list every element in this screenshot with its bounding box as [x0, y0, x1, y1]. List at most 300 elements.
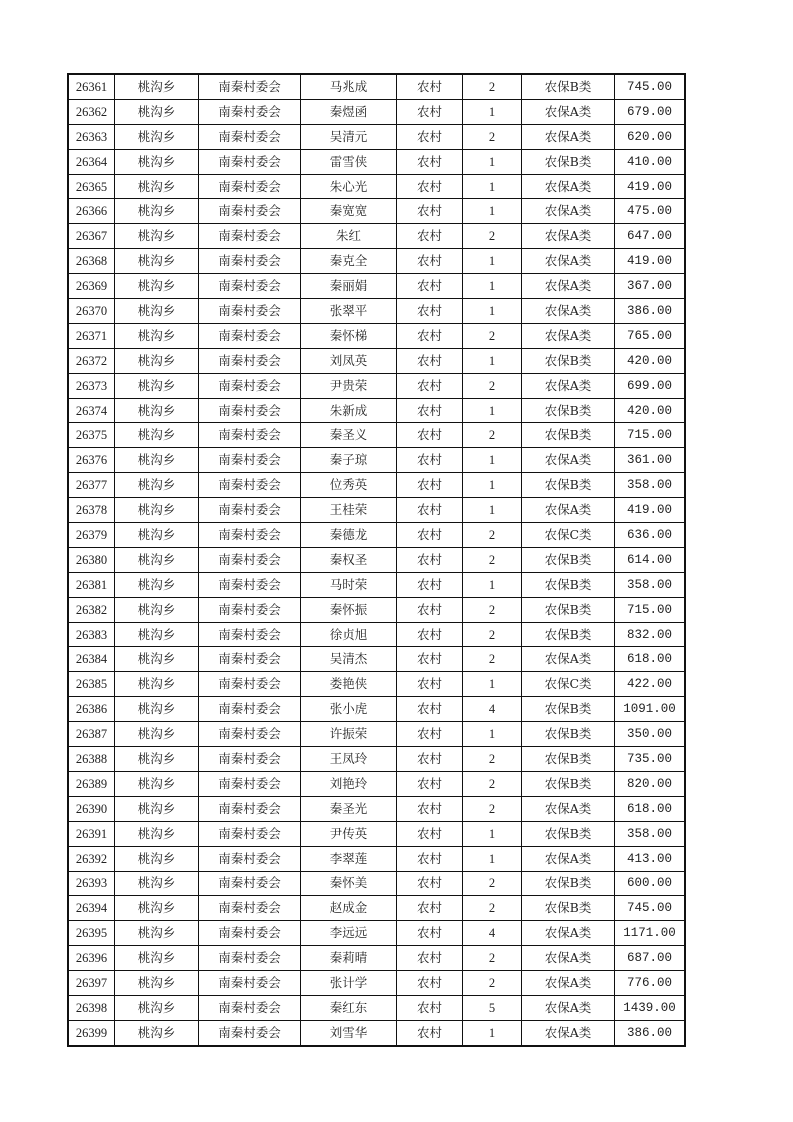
amount-cell: 358.00 — [615, 821, 686, 846]
town-cell: 桃沟乡 — [115, 124, 199, 149]
insurance-category-cell: 农保A类 — [522, 124, 615, 149]
household-type-cell: 农村 — [397, 796, 463, 821]
village-committee-cell: 南秦村委会 — [199, 348, 301, 373]
record-id-cell: 26389 — [68, 771, 115, 796]
member-count-cell: 1 — [463, 398, 522, 423]
record-id-cell: 26370 — [68, 299, 115, 324]
town-cell: 桃沟乡 — [115, 74, 199, 99]
insurance-category-cell: 农保A类 — [522, 323, 615, 348]
person-name-cell: 李翠莲 — [301, 846, 397, 871]
insurance-category-cell: 农保A类 — [522, 249, 615, 274]
town-cell: 桃沟乡 — [115, 722, 199, 747]
table-row — [68, 398, 685, 423]
amount-cell: 735.00 — [615, 747, 686, 772]
member-count-cell: 2 — [463, 74, 522, 99]
member-count-cell: 1 — [463, 722, 522, 747]
insurance-category-cell: 农保B类 — [522, 547, 615, 572]
amount-cell: 422.00 — [615, 672, 686, 697]
member-count-cell: 2 — [463, 423, 522, 448]
town-cell: 桃沟乡 — [115, 771, 199, 796]
village-committee-cell: 南秦村委会 — [199, 921, 301, 946]
record-id-cell: 26396 — [68, 946, 115, 971]
person-name-cell: 雷雪侠 — [301, 149, 397, 174]
person-name-cell: 秦宽宽 — [301, 199, 397, 224]
record-id-cell: 26392 — [68, 846, 115, 871]
member-count-cell: 2 — [463, 547, 522, 572]
person-name-cell: 秦德龙 — [301, 523, 397, 548]
insurance-category-cell: 农保A类 — [522, 921, 615, 946]
amount-cell: 776.00 — [615, 971, 686, 996]
household-type-cell: 农村 — [397, 597, 463, 622]
person-name-cell: 位秀英 — [301, 473, 397, 498]
village-committee-cell: 南秦村委会 — [199, 149, 301, 174]
person-name-cell: 朱新成 — [301, 398, 397, 423]
table-row — [68, 74, 685, 99]
table-row — [68, 647, 685, 672]
household-type-cell: 农村 — [397, 971, 463, 996]
insurance-category-cell: 农保A类 — [522, 199, 615, 224]
town-cell: 桃沟乡 — [115, 971, 199, 996]
table-row — [68, 597, 685, 622]
person-name-cell: 秦子琼 — [301, 448, 397, 473]
record-id-cell: 26367 — [68, 224, 115, 249]
record-id-cell: 26390 — [68, 796, 115, 821]
town-cell: 桃沟乡 — [115, 921, 199, 946]
insurance-category-cell: 农保B类 — [522, 821, 615, 846]
amount-cell: 410.00 — [615, 149, 686, 174]
insurance-category-cell: 农保B类 — [522, 722, 615, 747]
table-row — [68, 747, 685, 772]
town-cell: 桃沟乡 — [115, 373, 199, 398]
member-count-cell: 1 — [463, 274, 522, 299]
person-name-cell: 刘雪华 — [301, 1020, 397, 1045]
town-cell: 桃沟乡 — [115, 846, 199, 871]
table-row — [68, 1020, 685, 1045]
town-cell: 桃沟乡 — [115, 423, 199, 448]
member-count-cell: 2 — [463, 124, 522, 149]
village-committee-cell: 南秦村委会 — [199, 498, 301, 523]
record-id-cell: 26397 — [68, 971, 115, 996]
town-cell: 桃沟乡 — [115, 871, 199, 896]
insurance-category-cell: 农保A类 — [522, 995, 615, 1020]
member-count-cell: 2 — [463, 323, 522, 348]
member-count-cell: 1 — [463, 498, 522, 523]
person-name-cell: 王凤玲 — [301, 747, 397, 772]
insurance-category-cell: 农保A类 — [522, 946, 615, 971]
record-id-cell: 26398 — [68, 995, 115, 1020]
village-committee-cell: 南秦村委会 — [199, 647, 301, 672]
household-type-cell: 农村 — [397, 174, 463, 199]
table-row — [68, 821, 685, 846]
household-type-cell: 农村 — [397, 199, 463, 224]
insurance-category-cell: 农保A类 — [522, 224, 615, 249]
table-row — [68, 249, 685, 274]
person-name-cell: 张计学 — [301, 971, 397, 996]
household-type-cell: 农村 — [397, 846, 463, 871]
record-id-cell: 26394 — [68, 896, 115, 921]
member-count-cell: 1 — [463, 174, 522, 199]
town-cell: 桃沟乡 — [115, 622, 199, 647]
household-type-cell: 农村 — [397, 224, 463, 249]
household-type-cell: 农村 — [397, 672, 463, 697]
village-committee-cell: 南秦村委会 — [199, 323, 301, 348]
village-committee-cell: 南秦村委会 — [199, 423, 301, 448]
village-committee-cell: 南秦村委会 — [199, 896, 301, 921]
person-name-cell: 刘艳玲 — [301, 771, 397, 796]
amount-cell: 745.00 — [615, 896, 686, 921]
household-type-cell: 农村 — [397, 398, 463, 423]
person-name-cell: 马时荣 — [301, 572, 397, 597]
insurance-category-cell: 农保B类 — [522, 74, 615, 99]
amount-cell: 832.00 — [615, 622, 686, 647]
member-count-cell: 2 — [463, 771, 522, 796]
amount-cell: 600.00 — [615, 871, 686, 896]
village-committee-cell: 南秦村委会 — [199, 622, 301, 647]
insurance-category-cell: 农保A类 — [522, 448, 615, 473]
insurance-category-cell: 农保A类 — [522, 647, 615, 672]
amount-cell: 1439.00 — [615, 995, 686, 1020]
household-type-cell: 农村 — [397, 498, 463, 523]
table-row — [68, 523, 685, 548]
household-type-cell: 农村 — [397, 74, 463, 99]
person-name-cell: 秦红东 — [301, 995, 397, 1020]
table-row — [68, 871, 685, 896]
person-name-cell: 秦圣义 — [301, 423, 397, 448]
town-cell: 桃沟乡 — [115, 572, 199, 597]
village-committee-cell: 南秦村委会 — [199, 846, 301, 871]
town-cell: 桃沟乡 — [115, 348, 199, 373]
member-count-cell: 2 — [463, 622, 522, 647]
amount-cell: 475.00 — [615, 199, 686, 224]
household-type-cell: 农村 — [397, 373, 463, 398]
town-cell: 桃沟乡 — [115, 796, 199, 821]
village-committee-cell: 南秦村委会 — [199, 1020, 301, 1045]
table-row — [68, 224, 685, 249]
amount-cell: 699.00 — [615, 373, 686, 398]
person-name-cell: 秦怀梯 — [301, 323, 397, 348]
record-id-cell: 26395 — [68, 921, 115, 946]
member-count-cell: 1 — [463, 448, 522, 473]
village-committee-cell: 南秦村委会 — [199, 99, 301, 124]
household-type-cell: 农村 — [397, 921, 463, 946]
village-committee-cell: 南秦村委会 — [199, 373, 301, 398]
town-cell: 桃沟乡 — [115, 149, 199, 174]
table-row — [68, 348, 685, 373]
table-row — [68, 99, 685, 124]
table-row — [68, 423, 685, 448]
member-count-cell: 4 — [463, 921, 522, 946]
amount-cell: 620.00 — [615, 124, 686, 149]
record-id-cell: 26372 — [68, 348, 115, 373]
town-cell: 桃沟乡 — [115, 547, 199, 572]
amount-cell: 386.00 — [615, 1020, 686, 1045]
person-name-cell: 尹传英 — [301, 821, 397, 846]
record-id-cell: 26385 — [68, 672, 115, 697]
person-name-cell: 张翠平 — [301, 299, 397, 324]
town-cell: 桃沟乡 — [115, 299, 199, 324]
record-id-cell: 26366 — [68, 199, 115, 224]
household-type-cell: 农村 — [397, 747, 463, 772]
town-cell: 桃沟乡 — [115, 498, 199, 523]
village-committee-cell: 南秦村委会 — [199, 697, 301, 722]
member-count-cell: 1 — [463, 672, 522, 697]
amount-cell: 386.00 — [615, 299, 686, 324]
member-count-cell: 1 — [463, 199, 522, 224]
record-id-cell: 26373 — [68, 373, 115, 398]
person-name-cell: 秦煜函 — [301, 99, 397, 124]
record-id-cell: 26377 — [68, 473, 115, 498]
member-count-cell: 1 — [463, 821, 522, 846]
amount-cell: 679.00 — [615, 99, 686, 124]
household-type-cell: 农村 — [397, 946, 463, 971]
amount-cell: 1091.00 — [615, 697, 686, 722]
village-committee-cell: 南秦村委会 — [199, 672, 301, 697]
household-type-cell: 农村 — [397, 448, 463, 473]
insurance-category-cell: 农保A类 — [522, 274, 615, 299]
table-row — [68, 622, 685, 647]
household-type-cell: 农村 — [397, 299, 463, 324]
person-name-cell: 秦圣光 — [301, 796, 397, 821]
village-committee-cell: 南秦村委会 — [199, 274, 301, 299]
household-type-cell: 农村 — [397, 323, 463, 348]
household-type-cell: 农村 — [397, 995, 463, 1020]
household-type-cell: 农村 — [397, 622, 463, 647]
table-row — [68, 572, 685, 597]
town-cell: 桃沟乡 — [115, 274, 199, 299]
town-cell: 桃沟乡 — [115, 597, 199, 622]
village-committee-cell: 南秦村委会 — [199, 448, 301, 473]
household-type-cell: 农村 — [397, 697, 463, 722]
member-count-cell: 2 — [463, 796, 522, 821]
insurance-category-cell: 农保B类 — [522, 423, 615, 448]
record-id-cell: 26365 — [68, 174, 115, 199]
town-cell: 桃沟乡 — [115, 323, 199, 348]
record-id-cell: 26399 — [68, 1020, 115, 1045]
village-committee-cell: 南秦村委会 — [199, 597, 301, 622]
person-name-cell: 秦怀美 — [301, 871, 397, 896]
record-id-cell: 26369 — [68, 274, 115, 299]
record-id-cell: 26361 — [68, 74, 115, 99]
town-cell: 桃沟乡 — [115, 697, 199, 722]
village-committee-cell: 南秦村委会 — [199, 796, 301, 821]
records-table-body — [68, 74, 685, 1046]
table-row — [68, 274, 685, 299]
amount-cell: 820.00 — [615, 771, 686, 796]
member-count-cell: 4 — [463, 697, 522, 722]
member-count-cell: 2 — [463, 224, 522, 249]
insurance-category-cell: 农保A类 — [522, 373, 615, 398]
insurance-category-cell: 农保A类 — [522, 99, 615, 124]
record-id-cell: 26393 — [68, 871, 115, 896]
record-id-cell: 26368 — [68, 249, 115, 274]
record-id-cell: 26379 — [68, 523, 115, 548]
amount-cell: 361.00 — [615, 448, 686, 473]
insurance-category-cell: 农保B类 — [522, 896, 615, 921]
town-cell: 桃沟乡 — [115, 523, 199, 548]
person-name-cell: 李远远 — [301, 921, 397, 946]
record-id-cell: 26391 — [68, 821, 115, 846]
amount-cell: 350.00 — [615, 722, 686, 747]
member-count-cell: 2 — [463, 896, 522, 921]
member-count-cell: 1 — [463, 299, 522, 324]
person-name-cell: 秦权圣 — [301, 547, 397, 572]
household-type-cell: 农村 — [397, 647, 463, 672]
amount-cell: 367.00 — [615, 274, 686, 299]
village-committee-cell: 南秦村委会 — [199, 971, 301, 996]
person-name-cell: 徐贞旭 — [301, 622, 397, 647]
member-count-cell: 2 — [463, 946, 522, 971]
insurance-category-cell: 农保B类 — [522, 771, 615, 796]
household-type-cell: 农村 — [397, 348, 463, 373]
table-row — [68, 373, 685, 398]
person-name-cell: 娄艳侠 — [301, 672, 397, 697]
insurance-category-cell: 农保B类 — [522, 149, 615, 174]
table-row — [68, 971, 685, 996]
insurance-category-cell: 农保B类 — [522, 622, 615, 647]
member-count-cell: 1 — [463, 149, 522, 174]
insurance-category-cell: 农保A类 — [522, 299, 615, 324]
table-row — [68, 323, 685, 348]
insurance-category-cell: 农保A类 — [522, 1020, 615, 1045]
person-name-cell: 朱心光 — [301, 174, 397, 199]
amount-cell: 419.00 — [615, 249, 686, 274]
town-cell: 桃沟乡 — [115, 747, 199, 772]
amount-cell: 614.00 — [615, 547, 686, 572]
village-committee-cell: 南秦村委会 — [199, 995, 301, 1020]
table-row — [68, 547, 685, 572]
insurance-category-cell: 农保B类 — [522, 572, 615, 597]
village-committee-cell: 南秦村委会 — [199, 771, 301, 796]
insurance-category-cell: 农保A类 — [522, 174, 615, 199]
amount-cell: 618.00 — [615, 647, 686, 672]
town-cell: 桃沟乡 — [115, 821, 199, 846]
record-id-cell: 26380 — [68, 547, 115, 572]
person-name-cell: 朱红 — [301, 224, 397, 249]
member-count-cell: 2 — [463, 373, 522, 398]
person-name-cell: 秦怀振 — [301, 597, 397, 622]
member-count-cell: 2 — [463, 523, 522, 548]
village-committee-cell: 南秦村委会 — [199, 174, 301, 199]
record-id-cell: 26362 — [68, 99, 115, 124]
member-count-cell: 2 — [463, 647, 522, 672]
household-type-cell: 农村 — [397, 896, 463, 921]
record-id-cell: 26363 — [68, 124, 115, 149]
table-row — [68, 448, 685, 473]
amount-cell: 358.00 — [615, 473, 686, 498]
village-committee-cell: 南秦村委会 — [199, 224, 301, 249]
insurance-category-cell: 农保C类 — [522, 523, 615, 548]
record-id-cell: 26364 — [68, 149, 115, 174]
table-row — [68, 921, 685, 946]
amount-cell: 715.00 — [615, 423, 686, 448]
record-id-cell: 26375 — [68, 423, 115, 448]
member-count-cell: 1 — [463, 572, 522, 597]
household-type-cell: 农村 — [397, 473, 463, 498]
table-row — [68, 946, 685, 971]
town-cell: 桃沟乡 — [115, 473, 199, 498]
person-name-cell: 秦莉晴 — [301, 946, 397, 971]
household-type-cell: 农村 — [397, 274, 463, 299]
village-committee-cell: 南秦村委会 — [199, 547, 301, 572]
household-type-cell: 农村 — [397, 572, 463, 597]
table-row — [68, 174, 685, 199]
household-type-cell: 农村 — [397, 821, 463, 846]
member-count-cell: 1 — [463, 348, 522, 373]
amount-cell: 420.00 — [615, 398, 686, 423]
person-name-cell: 刘凤英 — [301, 348, 397, 373]
table-row — [68, 473, 685, 498]
table-row — [68, 299, 685, 324]
household-type-cell: 农村 — [397, 771, 463, 796]
table-row — [68, 498, 685, 523]
record-id-cell: 26388 — [68, 747, 115, 772]
amount-cell: 358.00 — [615, 572, 686, 597]
record-id-cell: 26384 — [68, 647, 115, 672]
insurance-category-cell: 农保B类 — [522, 871, 615, 896]
amount-cell: 419.00 — [615, 174, 686, 199]
member-count-cell: 1 — [463, 846, 522, 871]
town-cell: 桃沟乡 — [115, 99, 199, 124]
village-committee-cell: 南秦村委会 — [199, 299, 301, 324]
amount-cell: 618.00 — [615, 796, 686, 821]
village-committee-cell: 南秦村委会 — [199, 523, 301, 548]
household-type-cell: 农村 — [397, 871, 463, 896]
record-id-cell: 26376 — [68, 448, 115, 473]
village-committee-cell: 南秦村委会 — [199, 249, 301, 274]
village-committee-cell: 南秦村委会 — [199, 821, 301, 846]
amount-cell: 687.00 — [615, 946, 686, 971]
amount-cell: 745.00 — [615, 74, 686, 99]
amount-cell: 1171.00 — [615, 921, 686, 946]
household-type-cell: 农村 — [397, 124, 463, 149]
table-row — [68, 771, 685, 796]
record-id-cell: 26383 — [68, 622, 115, 647]
insurance-category-cell: 农保B类 — [522, 597, 615, 622]
insurance-category-cell: 农保B类 — [522, 747, 615, 772]
person-name-cell: 王桂荣 — [301, 498, 397, 523]
town-cell: 桃沟乡 — [115, 249, 199, 274]
member-count-cell: 1 — [463, 249, 522, 274]
person-name-cell: 秦克全 — [301, 249, 397, 274]
insurance-category-cell: 农保A类 — [522, 796, 615, 821]
table-row — [68, 697, 685, 722]
insurance-category-cell: 农保A类 — [522, 498, 615, 523]
household-type-cell: 农村 — [397, 423, 463, 448]
table-row — [68, 796, 685, 821]
record-id-cell: 26386 — [68, 697, 115, 722]
town-cell: 桃沟乡 — [115, 174, 199, 199]
table-row — [68, 672, 685, 697]
town-cell: 桃沟乡 — [115, 672, 199, 697]
household-type-cell: 农村 — [397, 99, 463, 124]
record-id-cell: 26371 — [68, 323, 115, 348]
person-name-cell: 吴清元 — [301, 124, 397, 149]
table-row — [68, 124, 685, 149]
record-id-cell: 26382 — [68, 597, 115, 622]
member-count-cell: 2 — [463, 971, 522, 996]
town-cell: 桃沟乡 — [115, 1020, 199, 1045]
table-row — [68, 995, 685, 1020]
town-cell: 桃沟乡 — [115, 224, 199, 249]
town-cell: 桃沟乡 — [115, 896, 199, 921]
household-type-cell: 农村 — [397, 523, 463, 548]
village-committee-cell: 南秦村委会 — [199, 398, 301, 423]
village-committee-cell: 南秦村委会 — [199, 747, 301, 772]
village-committee-cell: 南秦村委会 — [199, 124, 301, 149]
village-committee-cell: 南秦村委会 — [199, 572, 301, 597]
insurance-category-cell: 农保B类 — [522, 473, 615, 498]
member-count-cell: 1 — [463, 99, 522, 124]
